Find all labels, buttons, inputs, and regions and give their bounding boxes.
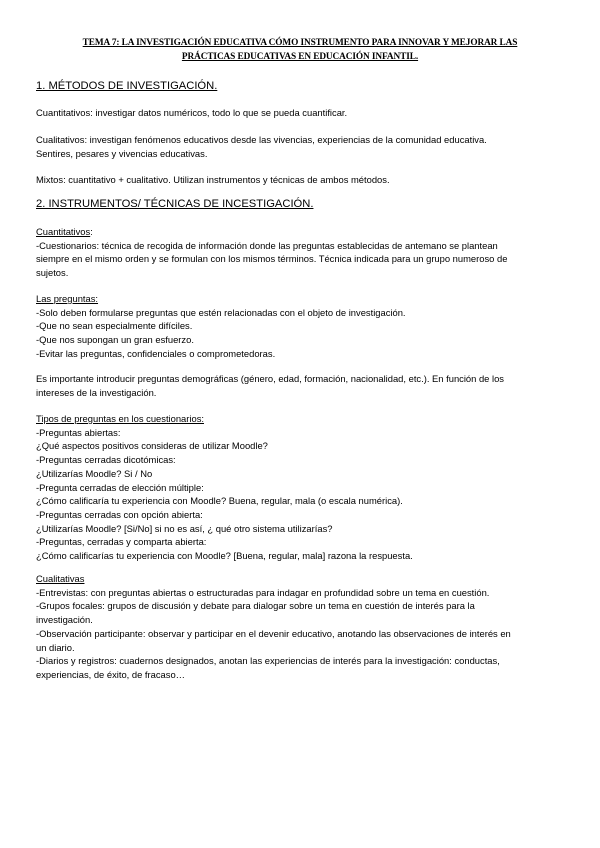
paragraph-line: Mixtos: cuantitativo + cualitativo. Utilizan instrumentos y técnicas de ambos métodos. bbox=[36, 174, 390, 185]
paragraph-cualitativos bbox=[36, 133, 564, 160]
paragraph-line: Es importante introducir preguntas demográficas (género, edad, formación, nacionalidad, etc.). En función de los bbox=[36, 373, 504, 384]
title-line-2: PRÁCTICAS EDUCATIVAS EN EDUCACIÓN INFANTIL. bbox=[181, 51, 419, 62]
subheading-cualitativas: Cualitativas bbox=[36, 573, 85, 584]
block-tipos-preguntas bbox=[36, 412, 564, 563]
list-item: experiencias, de éxito, de fracaso… bbox=[36, 668, 186, 680]
subheading-tipos: Tipos de preguntas en los cuestionarios: bbox=[36, 413, 204, 424]
list-item: ¿Utilizarías Moodle? [Si/No] si no es así, ¿ qué otro sistema utilizarías? bbox=[36, 522, 333, 534]
list-item: ¿Utilizarías Moodle? Si / No bbox=[36, 467, 153, 479]
list-item: -Grupos focales: grupos de discusión y debate para dialogar sobre un tema en cuestión de interés para la bbox=[36, 600, 475, 612]
subheading-cuantitativos bbox=[36, 225, 564, 239]
paragraph-line: Cuantitativos: investigar datos numéricos, todo lo que se pueda cuantificar. bbox=[36, 107, 348, 118]
paragraph-line: Sentires, pesares y vivencias educativas. bbox=[36, 147, 208, 159]
block-cualitativas bbox=[36, 572, 564, 682]
block-preguntas bbox=[36, 292, 564, 361]
list-item: -Diarios y registros: cuadernos designados, anotan las experiencias de interés para la investigación: conductas, bbox=[36, 655, 500, 667]
title-line-1: TEMA 7: LA INVESTIGACIÓN EDUCATIVA CÓMO INSTRUMENTO PARA INNOVAR Y MEJORAR LAS bbox=[82, 38, 518, 48]
block-cuantitativos bbox=[36, 225, 564, 280]
list-item: ¿Cómo calificarías tu experiencia con Moodle? [Buena, regular, mala] razona la respuesta. bbox=[36, 550, 413, 562]
subheading-preguntas: Las preguntas: bbox=[36, 293, 99, 304]
subheading-label: Cuantitativos bbox=[36, 226, 91, 237]
list-item: -Preguntas, cerradas y comparta abierta: bbox=[36, 536, 207, 548]
list-item: -Evitar las preguntas, confidenciales o comprometedoras. bbox=[36, 347, 276, 359]
subheading-colon: : bbox=[90, 226, 93, 237]
list-item: -Preguntas cerradas dicotómicas: bbox=[36, 454, 176, 466]
list-item: -Solo deben formularse preguntas que estén relacionadas con el objeto de investigación. bbox=[36, 306, 406, 318]
list-item: -Que nos supongan un gran esfuerzo. bbox=[36, 334, 194, 346]
list-item: -Que no sean especialmente difíciles. bbox=[36, 320, 193, 332]
paragraph-line: sujetos. bbox=[36, 267, 69, 279]
list-item: -Observación participante: observar y participar en el devenir educativo, anotando las observaciones de interés en bbox=[36, 627, 511, 639]
paragraph-line: siempre en el mismo orden y se formulan con los mismos términos. Técnica indicada para un grupo numeroso de bbox=[36, 253, 508, 265]
section-2-heading: 2. INSTRUMENTOS/ TÉCNICAS DE INCESTIGACIÓN. bbox=[36, 198, 314, 210]
paragraph-cuantitativos bbox=[36, 106, 564, 120]
paragraph-line: Cualitativos: investigan fenómenos educativos desde las vivencias, experiencias de la comunidad educativa. bbox=[36, 134, 487, 145]
paragraph-line: intereses de la investigación. bbox=[36, 386, 157, 398]
paragraph-mixtos bbox=[36, 173, 564, 187]
paragraph-demograficas bbox=[36, 372, 564, 399]
list-item: -Preguntas abiertas: bbox=[36, 426, 121, 438]
paragraph-line: -Cuestionarios: técnica de recogida de información donde las preguntas establecidas de antemano se plantean bbox=[36, 239, 498, 251]
list-item: un diario. bbox=[36, 641, 75, 653]
list-item: ¿Qué aspectos positivos consideras de utilizar Moodle? bbox=[36, 440, 268, 452]
list-item: ¿Cómo calificaría tu experiencia con Moodle? Buena, regular, mala (o escala numérica). bbox=[36, 495, 403, 507]
list-item: -Preguntas cerradas con opción abierta: bbox=[36, 508, 203, 520]
list-item: -Entrevistas: con preguntas abiertas o estructuradas para indagar en profundidad sobre un tema en cuestión. bbox=[36, 586, 490, 598]
document-title bbox=[40, 37, 560, 64]
list-item: -Pregunta cerradas de elección múltiple: bbox=[36, 481, 204, 493]
section-1-heading: 1. MÉTODOS DE INVESTIGACIÓN. bbox=[36, 80, 218, 92]
list-item: investigación. bbox=[36, 614, 93, 626]
